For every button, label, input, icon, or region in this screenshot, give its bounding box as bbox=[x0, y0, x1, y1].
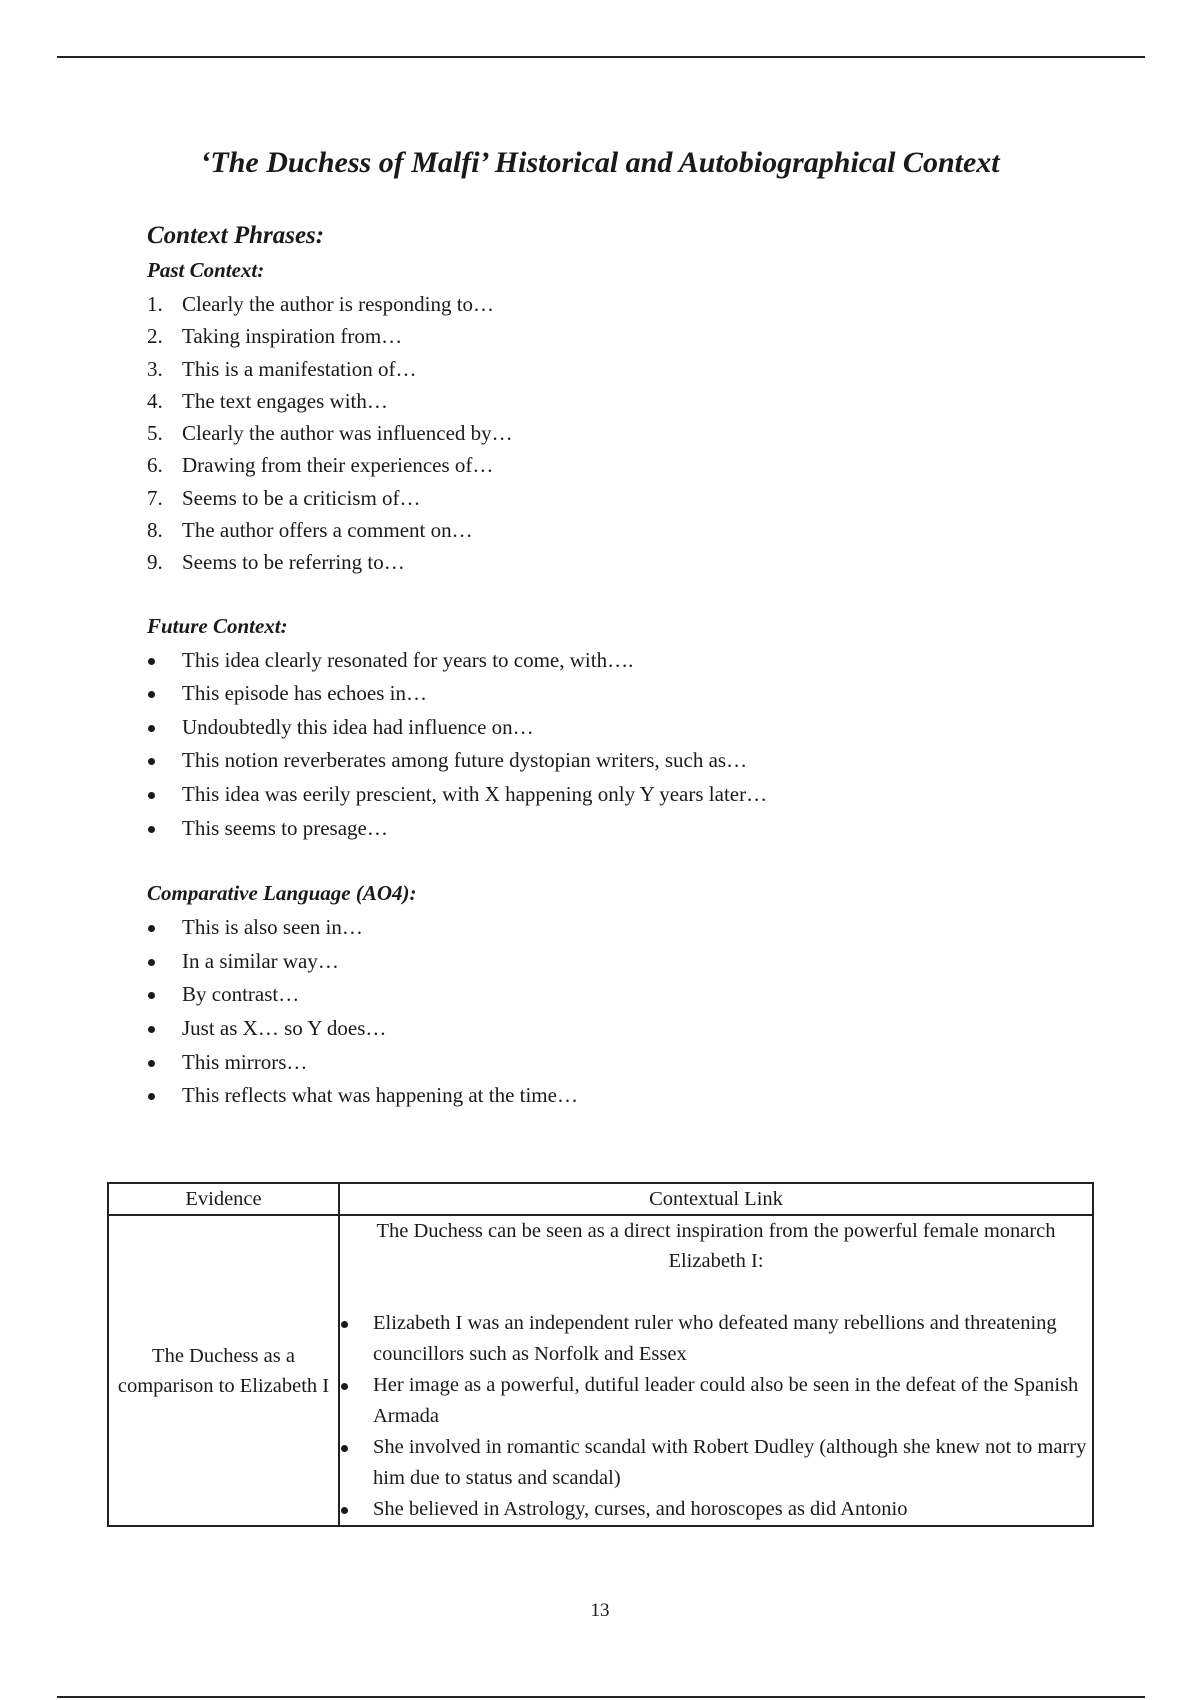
future-context-heading: Future Context: bbox=[147, 613, 288, 638]
comparative-language-heading: Comparative Language (AO4): bbox=[147, 881, 417, 906]
list-item: 7. Seems to be a criticism of… bbox=[147, 485, 421, 510]
bullet-icon bbox=[148, 725, 155, 732]
past-context-heading: Past Context: bbox=[147, 258, 265, 282]
list-item: She involved in romantic scandal with Robert Dudley (although she knew not to marry him due to status and scandal) bbox=[340, 1432, 1092, 1494]
table-header-row bbox=[108, 1183, 1093, 1215]
contextual-link-points bbox=[340, 1308, 1092, 1525]
context-phrases-heading: Context Phrases: bbox=[147, 222, 325, 249]
list-item: This reflects what was happening at the time… bbox=[147, 1079, 1127, 1113]
bullet-icon bbox=[148, 925, 155, 932]
past-context-list bbox=[147, 288, 1127, 579]
list-item: This episode has echoes in… bbox=[147, 677, 1127, 711]
page-number: 13 bbox=[590, 1600, 610, 1621]
column-header-contextual-link: Contextual Link bbox=[339, 1183, 1093, 1215]
list-item: This seems to presage… bbox=[147, 812, 1127, 846]
bullet-icon bbox=[148, 792, 155, 799]
list-item: 2. Taking inspiration from… bbox=[147, 324, 403, 349]
column-header-evidence: Evidence bbox=[108, 1183, 339, 1215]
bullet-icon bbox=[148, 1060, 155, 1067]
list-item: Her image as a powerful, dutiful leader could also be seen in the defeat of the Spanish Armada bbox=[340, 1370, 1092, 1432]
bullet-icon bbox=[148, 758, 155, 765]
bullet-icon bbox=[148, 992, 155, 999]
list-item: By contrast… bbox=[147, 978, 1127, 1012]
contextual-link-cell bbox=[339, 1215, 1093, 1526]
bullet-icon bbox=[341, 1507, 348, 1514]
bullet-icon bbox=[148, 691, 155, 698]
list-item: 1. Clearly the author is responding to… bbox=[147, 292, 495, 316]
bullet-icon bbox=[341, 1383, 348, 1390]
bottom-rule bbox=[57, 1696, 1145, 1698]
top-rule bbox=[57, 56, 1145, 58]
bullet-icon bbox=[148, 1026, 155, 1033]
evidence-table bbox=[107, 1182, 1094, 1527]
page-title: ‘The Duchess of Malfi’ Historical and Autobiographical Context bbox=[200, 146, 1000, 179]
bullet-icon bbox=[148, 658, 155, 665]
bullet-icon bbox=[341, 1445, 348, 1452]
evidence-cell: The Duchess as a comparison to Elizabeth I bbox=[108, 1215, 339, 1526]
bullet-icon bbox=[148, 959, 155, 966]
list-item: Undoubtedly this idea had influence on… bbox=[147, 711, 1127, 745]
future-context-list bbox=[147, 644, 1127, 846]
list-item: 6. Drawing from their experiences of… bbox=[147, 453, 494, 478]
list-item: Just as X… so Y does… bbox=[147, 1012, 1127, 1046]
list-item: In a similar way… bbox=[147, 945, 1127, 979]
list-item: 4. The text engages with… bbox=[147, 388, 388, 413]
bullet-icon bbox=[148, 1093, 155, 1100]
list-item: 8. The author offers a comment on… bbox=[147, 518, 473, 543]
comparative-language-list bbox=[147, 911, 1127, 1113]
bullet-icon bbox=[341, 1321, 348, 1328]
list-item: 5. Clearly the author was influenced by… bbox=[147, 421, 513, 446]
context-phrases-section bbox=[147, 222, 1127, 1113]
list-item: This notion reverberates among future dystopian writers, such as… bbox=[147, 744, 1127, 778]
list-item: 3. This is a manifestation of… bbox=[147, 356, 417, 381]
bullet-icon bbox=[148, 826, 155, 833]
contextual-link-intro: The Duchess can be seen as a direct inspiration from the powerful female monarch Elizabeth I: bbox=[376, 1220, 1056, 1272]
table-row bbox=[108, 1215, 1093, 1526]
list-item: This idea was eerily prescient, with X happening only Y years later… bbox=[147, 778, 1127, 812]
list-item: 9. Seems to be referring to… bbox=[147, 550, 405, 575]
list-item: This idea clearly resonated for years to come, with…. bbox=[147, 644, 1127, 678]
list-item: Elizabeth I was an independent ruler who defeated many rebellions and threatening councillors such as Norfolk and Essex bbox=[340, 1308, 1092, 1370]
list-item: This is also seen in… bbox=[147, 911, 1127, 945]
list-item: This mirrors… bbox=[147, 1046, 1127, 1080]
list-item: She believed in Astrology, curses, and horoscopes as did Antonio bbox=[340, 1494, 1092, 1525]
